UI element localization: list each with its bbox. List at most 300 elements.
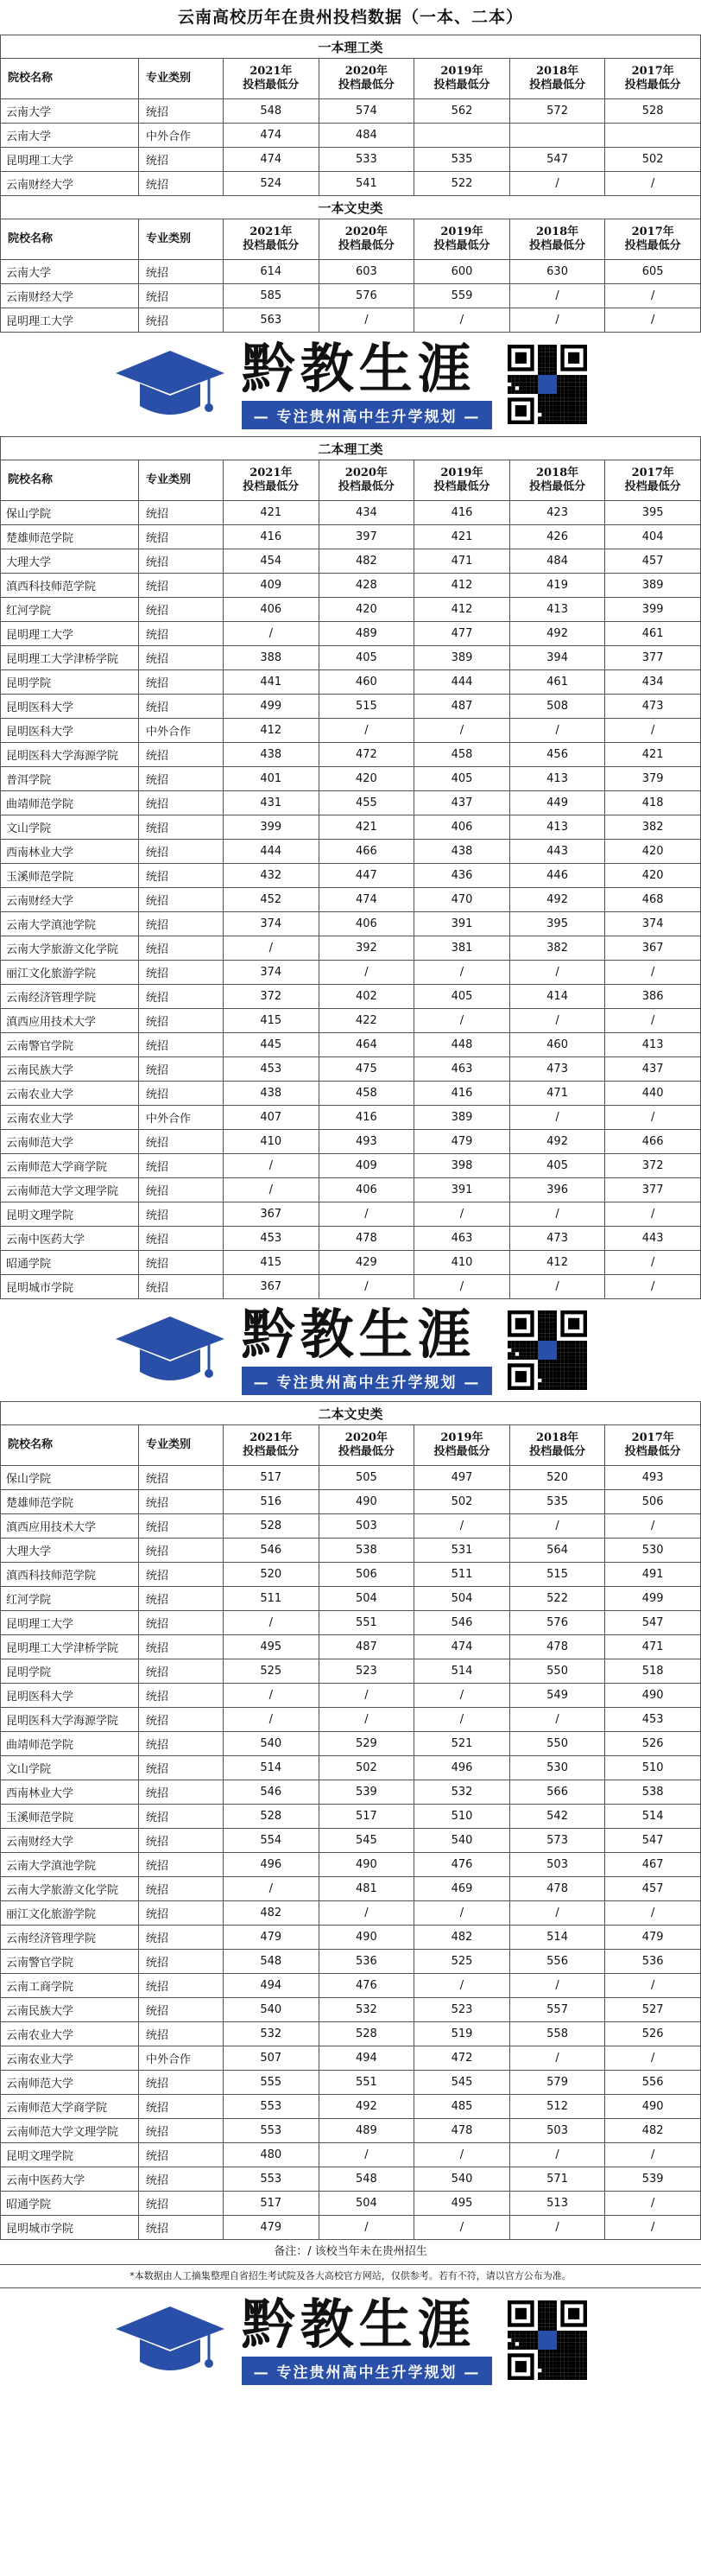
school-name: 昆明医科大学 (1, 719, 139, 743)
category-cell: 统招 (139, 622, 224, 646)
score-cell: / (414, 308, 510, 333)
brand-name: 黔教生涯 (241, 336, 477, 400)
score-cell: 535 (414, 148, 510, 172)
school-name: 云南民族大学 (1, 1057, 139, 1082)
score-cell: 447 (319, 864, 414, 888)
score-cell: 479 (224, 2216, 319, 2240)
table-row (1, 936, 701, 961)
score-cell: 547 (509, 148, 605, 172)
score-cell: / (605, 1009, 701, 1033)
score-cell: 503 (509, 2119, 605, 2143)
category-cell: 统招 (139, 1877, 224, 1901)
school-name: 昆明理工大学 (1, 622, 139, 646)
school-name: 云南师范大学 (1, 2071, 139, 2095)
category-cell: 统招 (139, 1275, 224, 1299)
score-cell: 482 (319, 549, 414, 574)
score-cell: 443 (605, 1227, 701, 1251)
score-cell: 452 (224, 888, 319, 912)
school-name: 云南农业大学 (1, 1082, 139, 1106)
table-row (1, 1926, 701, 1950)
score-cell: 461 (509, 670, 605, 695)
score-cell: 405 (414, 985, 510, 1009)
header-year: 2018年 投档最低分 (509, 219, 605, 260)
score-cell: 487 (319, 1635, 414, 1659)
score-cell: 506 (319, 1563, 414, 1587)
score-cell: 389 (414, 1106, 510, 1130)
school-name: 云南财经大学 (1, 284, 139, 308)
table-s4 (0, 1401, 701, 2240)
category-cell: 统招 (139, 840, 224, 864)
table-row (1, 1275, 701, 1299)
score-cell: 535 (509, 1490, 605, 1514)
category-cell: 统招 (139, 1057, 224, 1082)
graduation-cap-icon (114, 1310, 226, 1392)
school-name: 云南经济管理学院 (1, 985, 139, 1009)
category-cell: 统招 (139, 670, 224, 695)
school-name: 云南师范大学文理学院 (1, 1178, 139, 1202)
score-cell: / (224, 622, 319, 646)
category-cell: 统招 (139, 2095, 224, 2119)
score-cell: 413 (605, 1033, 701, 1057)
score-cell: 576 (509, 1611, 605, 1635)
school-name: 文山学院 (1, 815, 139, 840)
header-year: 2018年 投档最低分 (509, 1425, 605, 1466)
score-cell: 496 (414, 1756, 510, 1780)
score-cell: 525 (414, 1950, 510, 1974)
score-cell: 461 (605, 622, 701, 646)
footnote: 备注：/ 该校当年未在贵州招生 (274, 2245, 427, 2258)
score-cell: 540 (414, 1829, 510, 1853)
score-cell: 421 (605, 743, 701, 767)
score-cell: 397 (319, 525, 414, 549)
score-cell: 394 (509, 646, 605, 670)
score-cell: 467 (605, 1853, 701, 1877)
score-cell: 522 (414, 172, 510, 196)
score-cell: 480 (224, 2143, 319, 2167)
category-cell: 统招 (139, 549, 224, 574)
header-category: 专业类别 (139, 59, 224, 99)
table-row (1, 1684, 701, 1708)
score-cell: 437 (605, 1057, 701, 1082)
category-cell: 统招 (139, 1998, 224, 2022)
table-row (1, 1490, 701, 1514)
score-cell: 415 (224, 1251, 319, 1275)
score-cell: / (414, 1684, 510, 1708)
table-row (1, 284, 701, 308)
score-cell: / (605, 2143, 701, 2167)
qr-code-icon (508, 2300, 587, 2380)
score-cell: 532 (319, 1998, 414, 2022)
score-cell: 562 (414, 99, 510, 124)
table-row (1, 1082, 701, 1106)
school-name: 楚雄师范学院 (1, 525, 139, 549)
score-cell: 471 (509, 1082, 605, 1106)
header-year: 2021年 投档最低分 (224, 1425, 319, 1466)
score-cell (605, 124, 701, 148)
score-cell: 473 (509, 1227, 605, 1251)
score-cell: 448 (414, 1033, 510, 1057)
school-name: 昆明城市学院 (1, 1275, 139, 1299)
score-cell: 453 (224, 1057, 319, 1082)
school-name: 云南经济管理学院 (1, 1926, 139, 1950)
score-cell: 391 (414, 1178, 510, 1202)
score-cell: 520 (224, 1563, 319, 1587)
score-cell: 531 (414, 1539, 510, 1563)
header-year: 2018年 投档最低分 (509, 460, 605, 501)
score-cell: 470 (414, 888, 510, 912)
score-cell: 412 (224, 719, 319, 743)
table-row (1, 598, 701, 622)
score-cell: 521 (414, 1732, 510, 1756)
score-cell: 563 (224, 308, 319, 333)
score-cell: 412 (509, 1251, 605, 1275)
score-cell (414, 124, 510, 148)
score-cell: 557 (509, 1998, 605, 2022)
score-cell: 528 (605, 99, 701, 124)
table-row (1, 1998, 701, 2022)
score-cell: 532 (224, 2022, 319, 2046)
score-cell: 423 (509, 501, 605, 525)
score-cell: / (509, 1514, 605, 1539)
school-name: 普洱学院 (1, 767, 139, 791)
score-cell: 389 (605, 574, 701, 598)
score-cell: 499 (224, 695, 319, 719)
school-name: 云南大学 (1, 99, 139, 124)
school-name: 昆明医科大学 (1, 695, 139, 719)
score-cell: 547 (605, 1611, 701, 1635)
score-cell: 514 (605, 1805, 701, 1829)
score-cell: / (509, 284, 605, 308)
score-cell: 482 (414, 1926, 510, 1950)
score-cell: 441 (224, 670, 319, 695)
score-cell: 372 (605, 1154, 701, 1178)
brand-banner (0, 1299, 701, 1401)
score-cell: / (605, 1974, 701, 1998)
score-cell: 468 (605, 888, 701, 912)
category-cell: 统招 (139, 1587, 224, 1611)
score-cell: 377 (605, 1178, 701, 1202)
score-cell: 484 (319, 124, 414, 148)
category-cell: 中外合作 (139, 2046, 224, 2071)
score-cell: 374 (224, 912, 319, 936)
score-cell: 416 (319, 1106, 414, 1130)
school-name: 昆明学院 (1, 670, 139, 695)
score-cell: 556 (509, 1950, 605, 1974)
score-cell: 545 (414, 2071, 510, 2095)
table-row (1, 2095, 701, 2119)
score-cell: 402 (319, 985, 414, 1009)
school-name: 玉溪师范学院 (1, 1805, 139, 1829)
brand-block (241, 336, 493, 429)
score-cell: 550 (509, 1732, 605, 1756)
header-category: 专业类别 (139, 219, 224, 260)
score-cell: / (509, 1106, 605, 1130)
score-cell: 406 (414, 815, 510, 840)
score-cell: 474 (224, 148, 319, 172)
table-row (1, 1611, 701, 1635)
score-cell: 389 (414, 646, 510, 670)
category-cell: 统招 (139, 2119, 224, 2143)
table-row (1, 1130, 701, 1154)
graduation-cap-icon (114, 344, 226, 426)
score-cell: 474 (224, 124, 319, 148)
score-cell: 475 (319, 1057, 414, 1082)
score-cell: / (224, 936, 319, 961)
school-name: 云南师范大学商学院 (1, 1154, 139, 1178)
score-cell: 372 (224, 985, 319, 1009)
brand-slogan: — 专注贵州高中生升学规划 — (242, 2357, 493, 2385)
score-cell: 513 (509, 2192, 605, 2216)
table-row (1, 1659, 701, 1684)
table-row (1, 2167, 701, 2192)
score-cell: 440 (605, 1082, 701, 1106)
score-cell: 391 (414, 912, 510, 936)
table-row (1, 695, 701, 719)
category-cell: 统招 (139, 646, 224, 670)
school-name: 保山学院 (1, 1466, 139, 1490)
category-cell: 统招 (139, 2167, 224, 2192)
score-cell: 522 (509, 1587, 605, 1611)
score-cell: 490 (319, 1853, 414, 1877)
score-cell: / (224, 1154, 319, 1178)
school-name: 昆明医科大学海源学院 (1, 1708, 139, 1732)
score-cell: 510 (605, 1756, 701, 1780)
school-name: 云南大学旅游文化学院 (1, 936, 139, 961)
category-cell: 统招 (139, 2022, 224, 2046)
table-row (1, 1057, 701, 1082)
score-cell: 484 (509, 549, 605, 574)
school-name: 昆明学院 (1, 1659, 139, 1684)
header-year: 2017年 投档最低分 (605, 460, 701, 501)
score-cell: 490 (319, 1926, 414, 1950)
score-cell: 523 (414, 1998, 510, 2022)
category-cell: 统招 (139, 260, 224, 284)
score-cell: 572 (509, 99, 605, 124)
score-cell: 437 (414, 791, 510, 815)
score-cell: 399 (224, 815, 319, 840)
category-cell: 统招 (139, 1009, 224, 1033)
score-cell: 532 (414, 1780, 510, 1805)
score-cell: 492 (509, 1130, 605, 1154)
table-row (1, 912, 701, 936)
score-cell: 410 (224, 1130, 319, 1154)
score-cell: 431 (224, 791, 319, 815)
brand-slogan: — 专注贵州高中生升学规划 — (242, 401, 493, 429)
score-cell: 406 (319, 1178, 414, 1202)
score-cell: 539 (319, 1780, 414, 1805)
score-cell: 478 (509, 1635, 605, 1659)
score-cell: 420 (319, 598, 414, 622)
header-year: 2017年 投档最低分 (605, 59, 701, 99)
school-name: 昆明文理学院 (1, 1202, 139, 1227)
table-row (1, 1466, 701, 1490)
score-cell: 476 (319, 1974, 414, 1998)
score-cell: 449 (509, 791, 605, 815)
score-cell: 497 (414, 1466, 510, 1490)
brand-slogan: — 专注贵州高中生升学规划 — (242, 1367, 493, 1395)
header-year: 2020年 投档最低分 (319, 460, 414, 501)
school-name: 云南大学 (1, 124, 139, 148)
score-cell: 413 (509, 598, 605, 622)
header-school: 院校名称 (1, 219, 139, 260)
school-name: 玉溪师范学院 (1, 864, 139, 888)
score-cell: 401 (224, 767, 319, 791)
score-cell: 471 (605, 1635, 701, 1659)
score-cell: 466 (605, 1130, 701, 1154)
table-row (1, 1514, 701, 1539)
score-cell: 530 (509, 1756, 605, 1780)
score-cell: 413 (509, 767, 605, 791)
score-cell: 558 (509, 2022, 605, 2046)
school-name: 云南大学旅游文化学院 (1, 1877, 139, 1901)
score-cell: 379 (605, 767, 701, 791)
score-cell: 520 (509, 1466, 605, 1490)
table-row (1, 1033, 701, 1057)
table-row (1, 2143, 701, 2167)
header-year: 2020年 投档最低分 (319, 1425, 414, 1466)
score-cell: 516 (224, 1490, 319, 1514)
score-cell: 406 (319, 912, 414, 936)
score-cell: 443 (509, 840, 605, 864)
score-cell: 503 (509, 1853, 605, 1877)
score-cell: 548 (319, 2167, 414, 2192)
brand-block (241, 1302, 493, 1395)
section-title: 一本理工类 (1, 35, 701, 59)
score-cell: 412 (414, 574, 510, 598)
category-cell: 统招 (139, 1926, 224, 1950)
school-name: 昆明理工大学 (1, 148, 139, 172)
table-row (1, 501, 701, 525)
category-cell: 中外合作 (139, 1106, 224, 1130)
score-cell: / (319, 2216, 414, 2240)
score-cell: 395 (605, 501, 701, 525)
header-year: 2021年 投档最低分 (224, 219, 319, 260)
score-cell: / (605, 1275, 701, 1299)
score-cell: / (414, 1202, 510, 1227)
score-cell: 438 (414, 840, 510, 864)
school-name: 云南大学滇池学院 (1, 912, 139, 936)
score-cell: 367 (224, 1275, 319, 1299)
school-name: 昆明理工大学津桥学院 (1, 1635, 139, 1659)
score-cell: 549 (509, 1684, 605, 1708)
table-row (1, 743, 701, 767)
category-cell: 统招 (139, 1154, 224, 1178)
header-row (1, 219, 701, 260)
table-row (1, 1587, 701, 1611)
header-category: 专业类别 (139, 1425, 224, 1466)
score-cell: 386 (605, 985, 701, 1009)
score-cell: 511 (414, 1563, 510, 1587)
school-name: 云南财经大学 (1, 1829, 139, 1853)
brand-block (241, 2292, 493, 2385)
score-cell: / (414, 1708, 510, 1732)
score-cell: / (605, 2046, 701, 2071)
score-cell: 515 (509, 1563, 605, 1587)
score-cell: 502 (319, 1756, 414, 1780)
category-cell: 统招 (139, 501, 224, 525)
score-cell: 438 (224, 1082, 319, 1106)
score-cell: 392 (319, 936, 414, 961)
table-row (1, 1901, 701, 1926)
score-cell: 503 (319, 1514, 414, 1539)
section-title: 二本文史类 (1, 1402, 701, 1425)
score-cell: 556 (605, 2071, 701, 2095)
category-cell: 统招 (139, 961, 224, 985)
score-cell: 553 (224, 2095, 319, 2119)
score-cell: 416 (414, 501, 510, 525)
score-cell: 533 (319, 148, 414, 172)
school-name: 云南师范大学 (1, 1130, 139, 1154)
school-name: 保山学院 (1, 501, 139, 525)
category-cell: 统招 (139, 791, 224, 815)
score-cell: 428 (319, 574, 414, 598)
score-cell: 409 (319, 1154, 414, 1178)
school-name: 昭通学院 (1, 2192, 139, 2216)
section-title-row (1, 437, 701, 460)
table-row (1, 172, 701, 196)
score-cell: 367 (224, 1202, 319, 1227)
category-cell: 统招 (139, 1950, 224, 1974)
table-row (1, 2071, 701, 2095)
category-cell: 统招 (139, 1202, 224, 1227)
score-cell: / (605, 2192, 701, 2216)
score-cell: 453 (605, 1708, 701, 1732)
score-cell: 499 (605, 1587, 701, 1611)
table-row (1, 815, 701, 840)
category-cell: 统招 (139, 308, 224, 333)
score-cell: 489 (319, 622, 414, 646)
school-name: 云南农业大学 (1, 2046, 139, 2071)
section-title-row (1, 196, 701, 219)
school-name: 云南农业大学 (1, 2022, 139, 2046)
score-cell (509, 124, 605, 148)
score-cell: 517 (319, 1805, 414, 1829)
section-title: 一本文史类 (1, 196, 701, 219)
score-cell: 399 (605, 598, 701, 622)
score-cell: 504 (319, 1587, 414, 1611)
score-cell: 605 (605, 260, 701, 284)
score-cell: / (509, 2143, 605, 2167)
score-cell: 510 (414, 1805, 510, 1829)
score-cell: 630 (509, 260, 605, 284)
score-cell: 507 (224, 2046, 319, 2071)
school-name: 大理大学 (1, 549, 139, 574)
score-cell: / (509, 2216, 605, 2240)
header-year: 2017年 投档最低分 (605, 219, 701, 260)
score-cell: 512 (509, 2095, 605, 2119)
category-cell: 统招 (139, 985, 224, 1009)
header-category: 专业类别 (139, 460, 224, 501)
header-school: 院校名称 (1, 460, 139, 501)
score-cell: 566 (509, 1780, 605, 1805)
score-cell: / (509, 1708, 605, 1732)
school-name: 昭通学院 (1, 1251, 139, 1275)
table-row (1, 1974, 701, 1998)
score-cell: 490 (605, 2095, 701, 2119)
score-cell: 496 (224, 1853, 319, 1877)
table-row (1, 1732, 701, 1756)
score-cell: 526 (605, 1732, 701, 1756)
score-cell: 518 (605, 1659, 701, 1684)
table-row (1, 1877, 701, 1901)
score-cell: 415 (224, 1009, 319, 1033)
table-row (1, 1251, 701, 1275)
category-cell: 统招 (139, 2216, 224, 2240)
score-cell: / (224, 1684, 319, 1708)
score-cell: 420 (605, 864, 701, 888)
table-row (1, 1756, 701, 1780)
category-cell: 统招 (139, 1227, 224, 1251)
